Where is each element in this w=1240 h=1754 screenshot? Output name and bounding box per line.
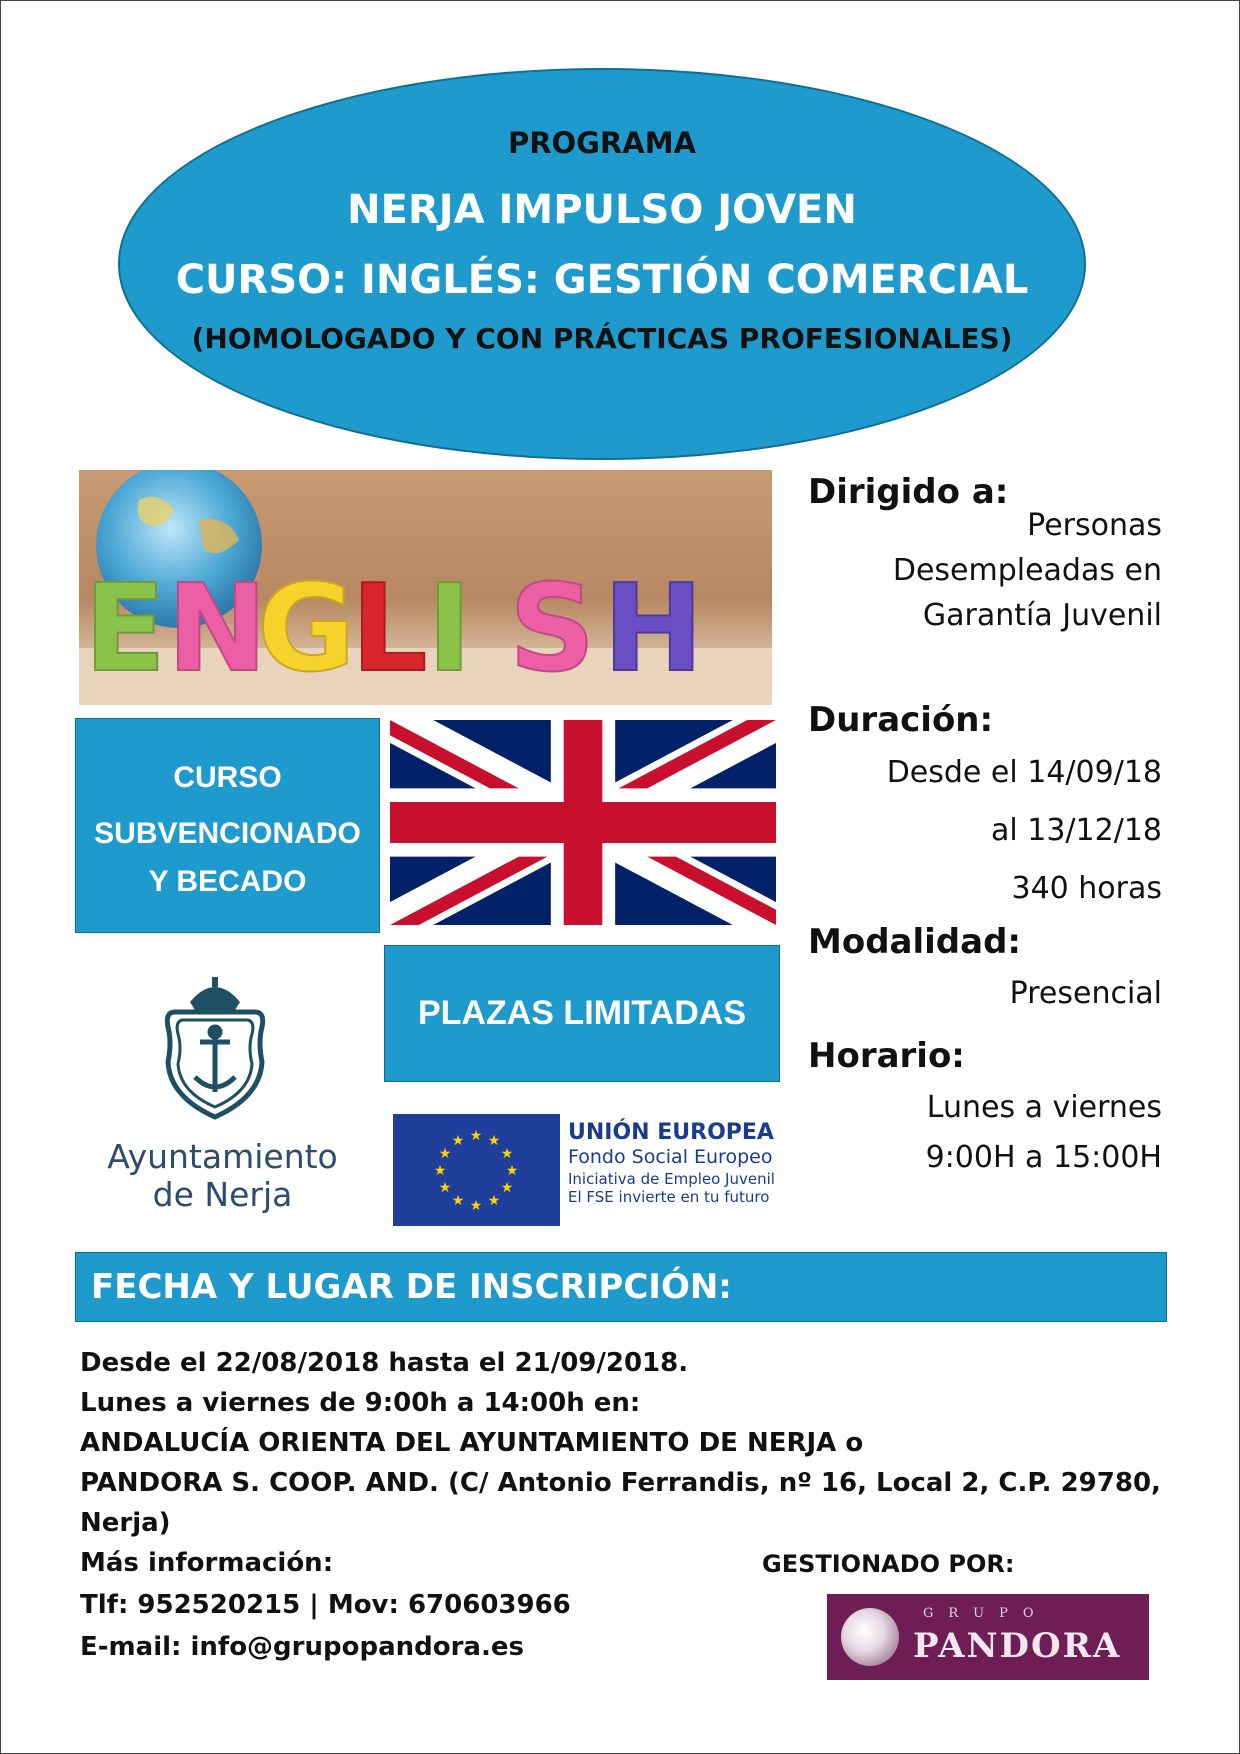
svg-text:★: ★	[487, 1133, 501, 1149]
subsidized-box	[75, 718, 380, 933]
svg-text:★: ★	[438, 1146, 452, 1162]
svg-text:★: ★	[438, 1180, 452, 1196]
eu-motto: El FSE invierte en tu futuro	[568, 1188, 770, 1206]
ayuntamiento-line-2: de Nerja	[152, 1175, 293, 1214]
letter-h: H	[603, 560, 704, 699]
managed-by-label: GESTIONADO POR:	[762, 1550, 1015, 1578]
limited-places-label: PLAZAS LIMITADAS	[417, 994, 746, 1032]
subsidized-line-1: CURSO	[173, 760, 282, 794]
course-subtitle: (HOMOLOGADO Y CON PRÁCTICAS PROFESIONALES)	[191, 322, 1013, 355]
schedule-line-1: Lunes a viernes	[926, 1090, 1162, 1125]
eu-title: UNIÓN EUROPEA	[568, 1120, 774, 1145]
more-info-label: Más información:	[80, 1548, 334, 1578]
duration-line-2: al 13/12/18	[991, 813, 1162, 848]
email-line: E-mail: info@grupopandora.es	[80, 1632, 524, 1662]
letter-n: N	[167, 560, 268, 699]
subsidized-line-2: SUBVENCIONADO	[94, 816, 361, 850]
target-line-2: Desempleadas en	[892, 553, 1162, 588]
svg-text:★: ★	[433, 1163, 447, 1179]
pandora-logo-big: PANDORA	[913, 1626, 1122, 1666]
duration-heading: Duración:	[808, 700, 994, 740]
pandora-circle-icon	[841, 1608, 899, 1666]
letter-g: G	[257, 560, 356, 699]
inscription-place-1: ANDALUCÍA ORIENTA DEL AYUNTAMIENTO DE NERJA o	[80, 1428, 864, 1458]
svg-text:★: ★	[487, 1193, 501, 1209]
schedule-heading: Horario:	[808, 1036, 965, 1076]
target-heading: Dirigido a:	[808, 472, 1009, 512]
svg-text:★: ★	[469, 1198, 483, 1214]
inscription-band	[75, 1252, 1167, 1322]
modality-value: Presencial	[1009, 976, 1162, 1011]
eu-logo-text	[568, 1120, 788, 1206]
inscription-hours: Lunes a viernes de 9:00h a 14:00h en:	[80, 1388, 641, 1418]
letter-e: E	[84, 560, 166, 699]
program-label: PROGRAMA	[507, 126, 697, 160]
letter-i: I	[427, 560, 472, 699]
eu-flag-icon	[393, 1114, 560, 1226]
letter-s: S	[509, 560, 596, 699]
english-photo	[79, 470, 772, 705]
duration-line-1: Desde el 14/09/18	[886, 755, 1162, 790]
ayuntamiento-logo-text	[80, 1138, 365, 1214]
eu-fund: Fondo Social Europeo	[568, 1146, 773, 1168]
modality-heading: Modalidad:	[808, 922, 1021, 962]
eu-initiative: Iniciativa de Empleo Juvenil	[568, 1170, 775, 1188]
letter-l: L	[351, 560, 428, 699]
limited-places-box	[384, 945, 780, 1082]
ayuntamiento-line-1: Ayuntamiento	[107, 1137, 338, 1176]
nerja-coat-of-arms-icon	[160, 972, 270, 1122]
pandora-logo-small: GRUPO	[923, 1606, 1049, 1621]
svg-text:★: ★	[500, 1180, 514, 1196]
program-name: NERJA IMPULSO JOVEN	[347, 187, 857, 233]
english-letters-illustration	[79, 470, 772, 705]
svg-text:★: ★	[451, 1193, 465, 1209]
svg-text:★: ★	[500, 1146, 514, 1162]
duration-line-3: 340 horas	[1011, 871, 1162, 906]
target-line-1: Personas	[1027, 508, 1162, 543]
svg-text:★: ★	[451, 1133, 465, 1149]
svg-text:★: ★	[505, 1163, 519, 1179]
inscription-dates: Desde el 22/08/2018 hasta el 21/09/2018.	[80, 1348, 689, 1378]
inscription-place-2: PANDORA S. COOP. AND. (C/ Antonio Ferrandis, nº 16, Local 2, C.P. 29780,	[80, 1468, 1161, 1498]
grupo-pandora-logo	[827, 1594, 1149, 1680]
uk-flag-icon	[390, 720, 776, 925]
schedule-line-2: 9:00H a 15:00H	[925, 1140, 1162, 1175]
svg-text:★: ★	[469, 1128, 483, 1144]
subsidized-line-3: Y BECADO	[148, 864, 307, 898]
target-line-3: Garantía Juvenil	[922, 598, 1162, 633]
course-title: CURSO: INGLÉS: GESTIÓN COMERCIAL	[175, 257, 1029, 303]
inscription-title: FECHA Y LUGAR DE INSCRIPCIÓN:	[91, 1267, 732, 1307]
inscription-place-3: Nerja)	[80, 1508, 171, 1538]
phone-line: Tlf: 952520215 | Mov: 670603966	[80, 1590, 571, 1620]
